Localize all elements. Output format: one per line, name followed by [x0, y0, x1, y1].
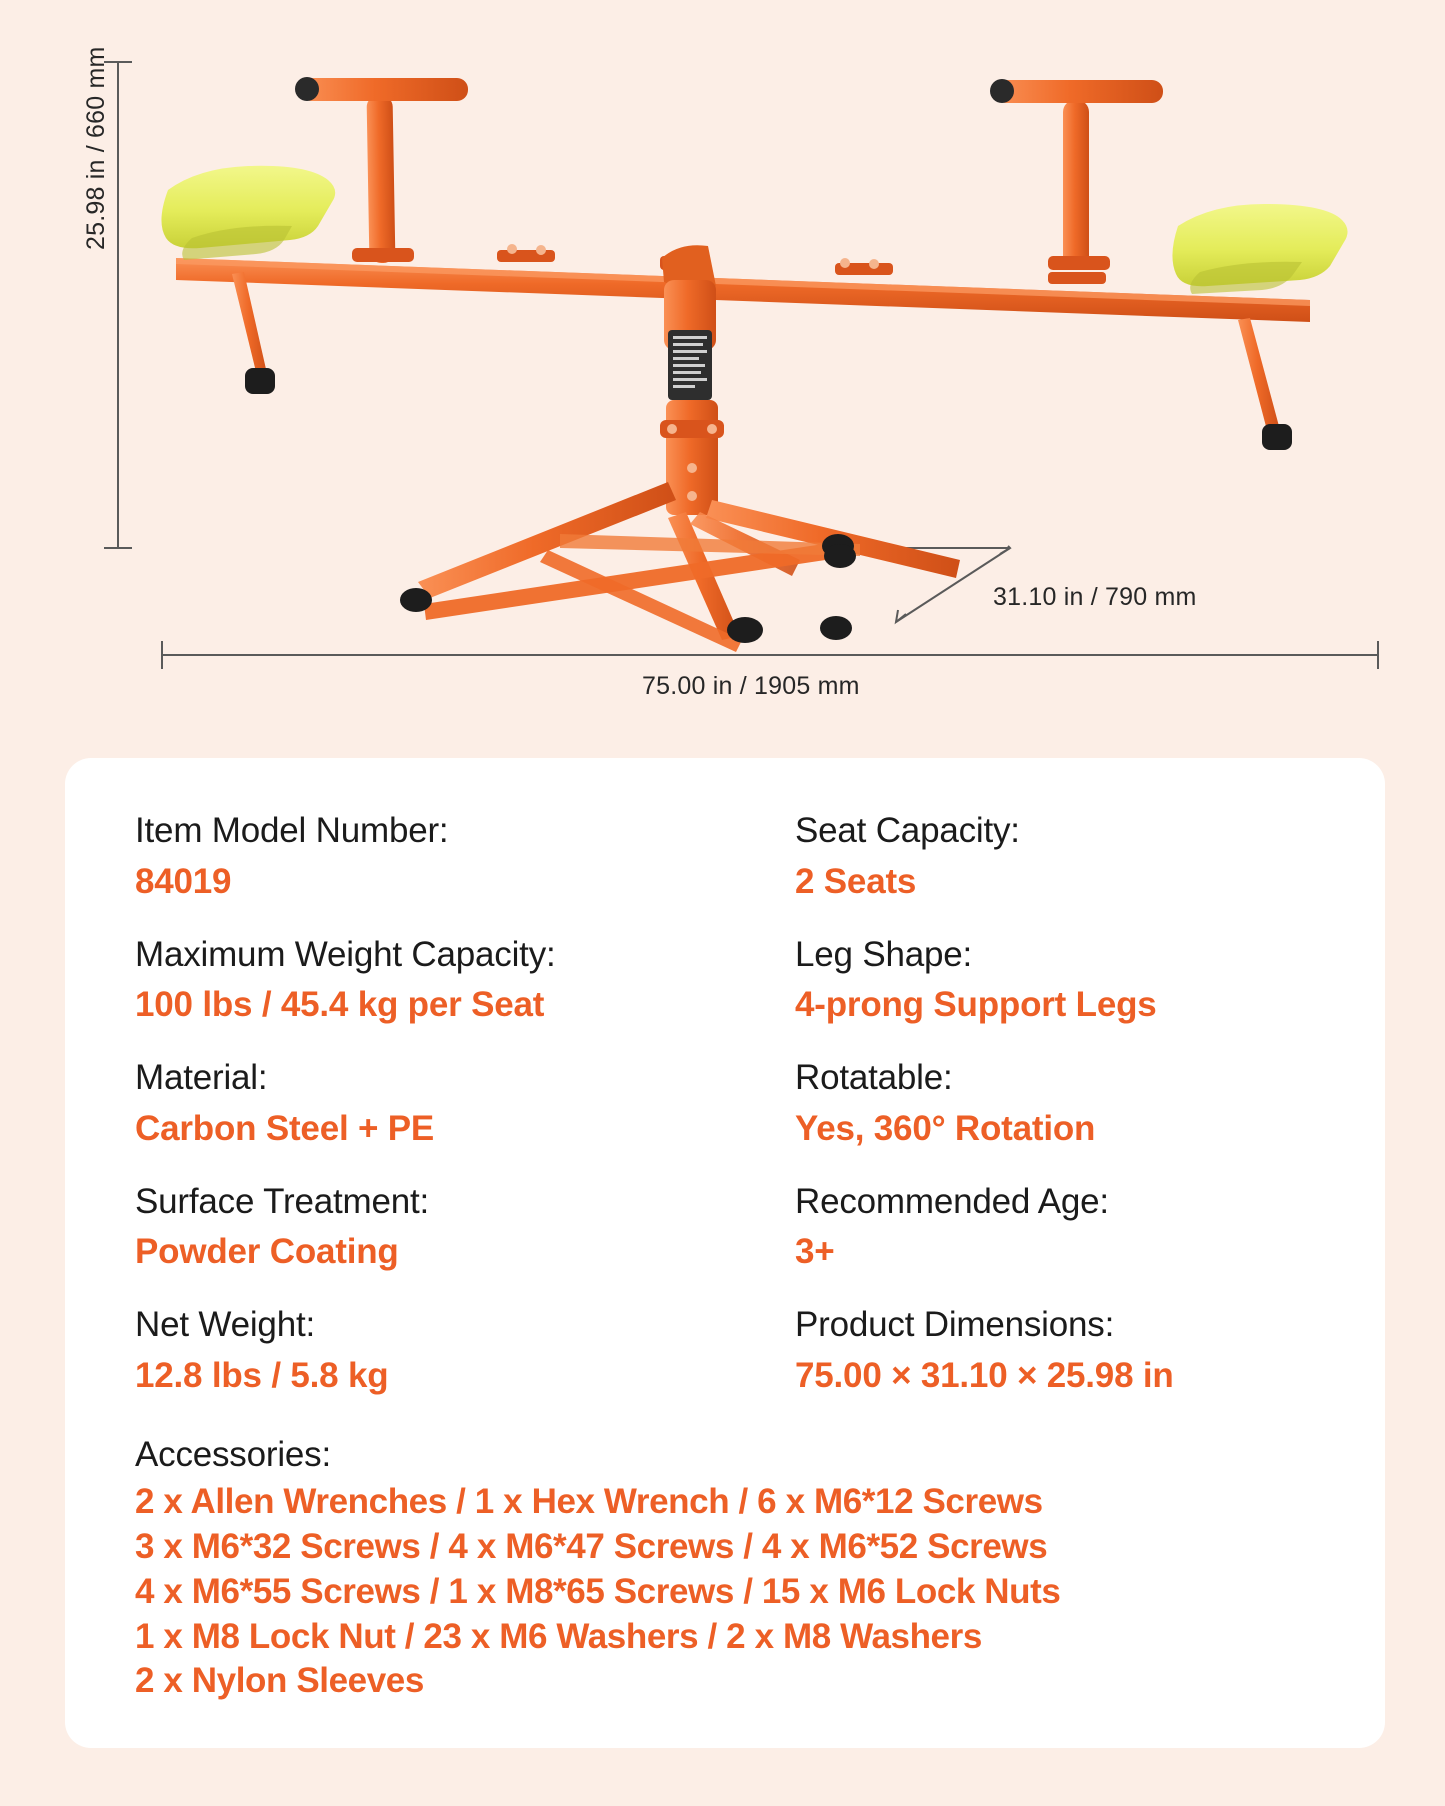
accessories-line: 2 x Allen Wrenches / 1 x Hex Wrench / 6 x M6*12 Screws	[135, 1482, 1043, 1522]
spec-item-material	[135, 1053, 785, 1155]
seesaw-graphic	[161, 77, 1347, 652]
spec-label: Item Model Number:	[135, 811, 449, 850]
spec-value: 84019	[135, 861, 232, 901]
specifications-card	[65, 758, 1385, 1748]
accessories-line: 1 x M8 Lock Nut / 23 x M6 Washers / 2 x M8 Washers	[135, 1616, 982, 1656]
spec-value: Yes, 360° Rotation	[795, 1108, 1096, 1148]
accessories-line: 3 x M6*32 Screws / 4 x M6*47 Screws / 4 x M6*52 Screws	[135, 1527, 1048, 1567]
spec-item-leg-shape	[795, 930, 1325, 1032]
specifications-grid	[135, 806, 1325, 1704]
product-diagram	[0, 0, 1445, 760]
spec-value: 3+	[795, 1232, 835, 1272]
spec-label: Net Weight:	[135, 1305, 316, 1344]
spec-item-accessories	[135, 1430, 1325, 1705]
spec-item-max-weight-capacity	[135, 930, 785, 1032]
spec-label: Product Dimensions:	[795, 1305, 1115, 1344]
spec-column-right	[795, 806, 1325, 1424]
spec-label: Material:	[135, 1058, 268, 1097]
spec-item-rotatable	[795, 1053, 1325, 1155]
spec-item-model-number	[135, 806, 785, 908]
spec-item-recommended-age	[795, 1177, 1325, 1279]
spec-label: Maximum Weight Capacity:	[135, 934, 556, 974]
spec-value: Carbon Steel + PE	[135, 1108, 435, 1148]
measure-guides	[104, 62, 1378, 669]
spec-label: Seat Capacity:	[795, 811, 1020, 850]
spec-item-net-weight	[135, 1300, 785, 1402]
spec-item-seat-capacity	[795, 806, 1325, 908]
spec-label: Leg Shape:	[795, 934, 973, 974]
spec-value: 75.00 × 31.10 × 25.98 in	[795, 1355, 1174, 1395]
spec-value: Powder Coating	[135, 1232, 399, 1272]
spec-value: 2 Seats	[795, 861, 917, 901]
spec-label: Recommended Age:	[795, 1181, 1109, 1221]
spec-value: 12.8 lbs / 5.8 kg	[135, 1355, 389, 1395]
dimension-width-label: 75.00 in / 1905 mm	[642, 672, 860, 700]
spec-label: Rotatable:	[795, 1058, 953, 1097]
accessories-line: 4 x M6*55 Screws / 1 x M8*65 Screws / 15 x M6 Lock Nuts	[135, 1571, 1061, 1611]
spec-item-surface-treatment	[135, 1177, 785, 1279]
spec-label: Surface Treatment:	[135, 1181, 430, 1221]
accessories-line: 2 x Nylon Sleeves	[135, 1661, 424, 1701]
product-illustration	[0, 0, 1445, 760]
dimension-depth-label: 31.10 in / 790 mm	[993, 583, 1197, 611]
spec-item-product-dimensions	[795, 1300, 1325, 1402]
spec-value: 4-prong Support Legs	[795, 985, 1157, 1025]
spec-label: Accessories:	[135, 1434, 331, 1474]
dimension-height-label: 25.98 in / 660 mm	[82, 46, 110, 250]
spec-value: 100 lbs / 45.4 kg per Seat	[135, 985, 545, 1025]
spec-column-left	[135, 806, 785, 1424]
